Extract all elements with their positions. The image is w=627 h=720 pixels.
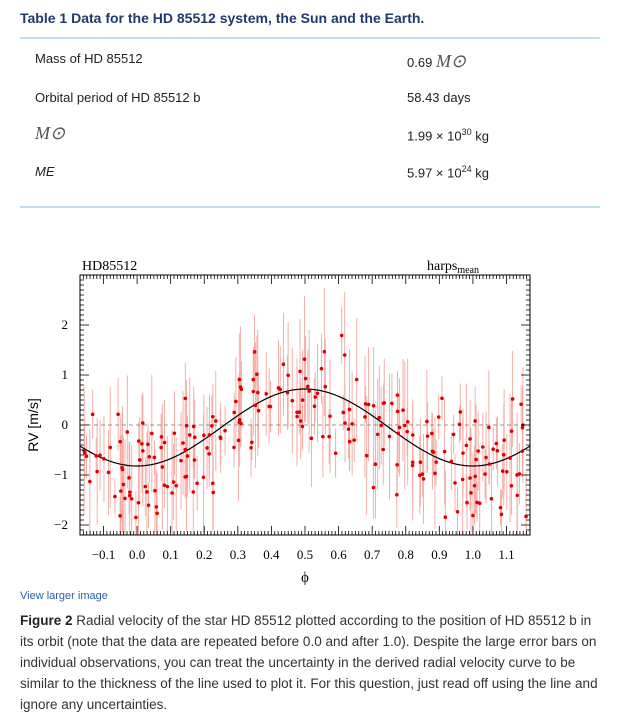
data-point (254, 404, 258, 408)
data-point (487, 426, 491, 430)
data-point (181, 441, 185, 445)
data-point (252, 390, 256, 394)
data-point (421, 472, 425, 476)
data-point (484, 456, 488, 460)
data-point (405, 430, 409, 434)
x-tick-label: 0.1 (162, 547, 179, 562)
data-point (239, 422, 243, 426)
data-point (295, 410, 299, 414)
view-larger-image-link[interactable]: View larger image (20, 590, 108, 602)
data-point (388, 435, 392, 439)
data-point (323, 350, 327, 354)
data-point (301, 425, 305, 429)
data-points (82, 334, 527, 520)
data-point (390, 402, 394, 406)
y-tick-label: 2 (61, 317, 68, 332)
data-point (508, 456, 512, 460)
data-point (430, 432, 434, 436)
data-point (471, 514, 475, 518)
row-value: $5.97 \times 10^{24}$ kg (407, 164, 489, 181)
data-point (170, 491, 174, 495)
data-point (127, 476, 131, 480)
data-point (286, 373, 290, 377)
data-point (137, 439, 141, 443)
data-point (352, 438, 356, 442)
data-point (452, 433, 456, 437)
data-point (355, 378, 359, 382)
data-point (433, 471, 437, 475)
data-point (495, 442, 499, 446)
data-point (188, 433, 192, 437)
data-point (374, 462, 378, 466)
data-point (193, 436, 197, 440)
data-point (450, 460, 454, 464)
data-point (155, 505, 159, 509)
data-point (518, 472, 522, 476)
x-tick-label: 0.2 (196, 547, 213, 562)
data-point (426, 434, 430, 438)
data-point (422, 477, 426, 481)
data-point (364, 402, 368, 406)
data-point (223, 429, 227, 433)
data-point (459, 410, 463, 414)
data-point (382, 401, 386, 405)
data-point (202, 433, 206, 437)
data-point (475, 501, 479, 505)
data-point (443, 450, 447, 454)
x-axis-label: ϕ (301, 570, 309, 586)
data-point (316, 391, 320, 395)
data-point (257, 409, 261, 413)
data-point (240, 387, 244, 391)
data-point (396, 431, 400, 435)
data-point (118, 514, 122, 518)
data-point (473, 475, 477, 479)
data-point (505, 470, 509, 474)
data-point (143, 485, 147, 489)
data-point (91, 413, 95, 417)
y-tick-label: −1 (54, 467, 68, 482)
figure-caption (20, 610, 605, 715)
data-point (327, 435, 331, 439)
data-point (510, 484, 514, 488)
x-tick-label: 0.6 (330, 547, 347, 562)
data-point (295, 415, 299, 419)
data-point (174, 484, 178, 488)
data-point (183, 397, 187, 401)
data-point (499, 506, 503, 510)
data-point (150, 432, 154, 436)
data-point (184, 448, 188, 452)
data-point (140, 442, 144, 446)
caption-text: Radial velocity of the star HD 85512 plotted according to the position of HD 85512 b in its orbit (note that the data are repeated before 0.0 and after 1.0). Despite the large error bars on individual observations, you can treat the uncertainty in the derived radial velocity curve to be similar to the thickness of the line used to plot it. For this question, just read off using the line and ignore any uncertainties. (20, 613, 598, 712)
data-point (102, 457, 106, 461)
data-point (122, 483, 126, 487)
data-point (519, 402, 523, 406)
solar-mass-symbol: M⊙ (435, 51, 467, 71)
data-point (381, 448, 385, 452)
data-point (376, 433, 380, 437)
data-point (403, 424, 407, 428)
data-point (516, 494, 520, 498)
data-point (238, 378, 242, 382)
data-point (121, 468, 125, 472)
data-point (476, 449, 480, 453)
data-point (372, 404, 376, 408)
solar-mass-symbol: M⊙ (35, 123, 66, 143)
data-point (191, 490, 195, 494)
data-point (313, 404, 317, 408)
data-point (521, 449, 525, 453)
data-point (205, 446, 209, 450)
data-point (511, 397, 515, 401)
data-point (379, 424, 383, 428)
chart-title-left: HD85512 (82, 259, 138, 274)
y-tick-label: 1 (61, 367, 68, 382)
data-point (342, 411, 346, 415)
data-point (481, 445, 485, 449)
data-point (186, 454, 190, 458)
data-point (444, 515, 448, 519)
data-point (411, 433, 415, 437)
data-point (251, 378, 255, 382)
x-tick-label: 0.7 (364, 547, 381, 562)
data-point (434, 460, 438, 464)
data-point (304, 377, 308, 381)
data-point (108, 446, 112, 450)
data-point (237, 439, 241, 443)
data-point (146, 442, 150, 446)
data-point (301, 398, 305, 402)
data-point (324, 385, 328, 389)
data-point (456, 510, 460, 514)
data-point (321, 435, 325, 439)
data-point (163, 441, 167, 445)
x-tick-labels (92, 547, 515, 562)
data-point (348, 408, 352, 412)
chart-title-right: harps$_{mean}$ (427, 259, 479, 276)
data-point (465, 444, 469, 448)
data-point (211, 482, 215, 486)
data-point (343, 353, 347, 357)
data-point (147, 503, 151, 507)
y-tick-label: −2 (54, 517, 68, 532)
data-point (250, 441, 254, 445)
data-point (431, 450, 435, 454)
y-axis-label: RV [m/s] (25, 398, 41, 452)
data-point (134, 516, 138, 520)
x-tick-label: 0.3 (229, 547, 246, 562)
data-point (350, 422, 354, 426)
data-point (183, 475, 187, 479)
data-point (153, 489, 157, 493)
data-point (490, 497, 494, 501)
data-point (425, 420, 429, 424)
data-point (207, 452, 211, 456)
data-point (378, 416, 382, 420)
row-value: 0.69 M⊙ (407, 51, 467, 71)
data-point (219, 436, 223, 440)
data-point (419, 460, 423, 464)
data-point (128, 490, 132, 494)
x-tick-label: 1.1 (498, 547, 515, 562)
data-point (185, 424, 189, 428)
data-point (137, 501, 141, 505)
row-value: $1.99 \times 10^{30}$ kg (407, 127, 489, 144)
radial-velocity-chart (0, 250, 627, 590)
row-value: 58.43 days (407, 90, 471, 105)
data-point (299, 419, 303, 423)
data-point (483, 472, 487, 476)
data-point (153, 456, 157, 460)
data-point (277, 386, 281, 390)
data-point (469, 491, 473, 495)
data-point (202, 475, 206, 479)
data-point (155, 512, 159, 516)
y-tick-label: 0 (61, 417, 68, 432)
data-point (210, 424, 214, 428)
row-label: Mass of HD 85512 (35, 51, 143, 66)
data-point (232, 446, 236, 450)
data-point (145, 490, 149, 494)
data-point (125, 430, 129, 434)
data-point (396, 410, 400, 414)
data-point (437, 415, 441, 419)
data-point (458, 423, 462, 427)
x-tick-label: 0.0 (128, 547, 146, 562)
data-point (85, 454, 89, 458)
data-point (298, 370, 302, 374)
data-point (208, 433, 212, 437)
data-point (161, 465, 165, 469)
x-tick-label: 0.5 (296, 547, 314, 562)
x-tick-label: 0.4 (263, 547, 280, 562)
caption-label: Figure 2 (20, 613, 73, 628)
data-point (411, 460, 415, 464)
data-point (501, 469, 505, 473)
data-point (160, 435, 164, 439)
data-point (340, 334, 344, 338)
data-point (496, 449, 500, 453)
data-point (502, 453, 506, 457)
data-point (255, 372, 259, 376)
data-point (440, 397, 444, 401)
y-tick-labels (54, 317, 68, 532)
data-point (395, 493, 399, 497)
data-point (510, 429, 514, 433)
data-point (118, 440, 122, 444)
table-bottom-rule (20, 206, 600, 208)
data-point (461, 478, 465, 482)
data-point (148, 455, 152, 459)
data-point (211, 415, 215, 419)
data-point (406, 420, 410, 424)
data-point (491, 447, 495, 451)
data-point (303, 357, 307, 361)
data-point (401, 408, 405, 412)
data-point (398, 426, 402, 430)
data-point (334, 451, 338, 455)
data-point (313, 395, 317, 399)
data-point (328, 414, 332, 418)
data-point (372, 486, 376, 490)
data-point (119, 489, 123, 493)
x-tick-label: 0.9 (431, 547, 448, 562)
data-point (461, 451, 465, 455)
data-point (179, 459, 183, 463)
data-point (83, 451, 87, 455)
data-point (234, 400, 238, 404)
data-point (166, 485, 170, 489)
data-point (94, 454, 98, 458)
data-point (113, 495, 117, 499)
x-tick-label: 0.8 (397, 547, 414, 562)
data-point (473, 419, 477, 423)
x-tick-label: 1.0 (464, 547, 482, 562)
data-point (138, 458, 142, 462)
earth-mass-symbol: ME (35, 164, 55, 179)
row-label: Orbital period of HD 85512 b (35, 90, 201, 105)
data-point (411, 464, 415, 468)
data-point (159, 446, 163, 450)
data-point (468, 476, 472, 480)
table-title: Table 1 Data for the HD 85512 system, the Sun and the Earth. (20, 10, 425, 26)
data-point (193, 458, 197, 462)
data-point (130, 497, 134, 501)
data-point (453, 481, 457, 485)
data-point (307, 389, 311, 393)
data-point (88, 480, 92, 484)
data-point (173, 431, 177, 435)
data-point (468, 437, 472, 441)
data-point (282, 362, 286, 366)
data-point (310, 437, 314, 441)
data-point (365, 454, 369, 458)
data-point (141, 421, 145, 425)
data-point (320, 367, 324, 371)
data-point (116, 412, 120, 416)
data-point (253, 350, 257, 354)
x-tick-label: −0.1 (91, 547, 116, 562)
data-point (141, 449, 145, 453)
data-point (291, 399, 295, 403)
data-point (211, 491, 215, 495)
data-point (264, 392, 268, 396)
data-point (474, 458, 478, 462)
data-point (269, 405, 273, 409)
data-point (107, 471, 111, 475)
data-point (98, 453, 102, 457)
table-top-rule (20, 37, 600, 39)
data-point (95, 470, 99, 474)
data-point (238, 418, 242, 422)
data-point (249, 446, 253, 450)
data-point (363, 415, 367, 419)
data-point (487, 462, 491, 466)
data-point (195, 481, 199, 485)
data-point (286, 391, 290, 395)
data-point (465, 501, 469, 505)
data-point (172, 480, 176, 484)
data-point (232, 411, 236, 415)
data-point (396, 393, 400, 397)
data-point (123, 497, 127, 501)
data-point (367, 403, 371, 407)
data-point (214, 419, 218, 423)
data-point (343, 421, 347, 425)
data-point (500, 513, 504, 517)
data-point (502, 438, 506, 442)
data-point (256, 391, 260, 395)
data-point (128, 494, 132, 498)
data-point (306, 385, 310, 389)
data-point (192, 425, 196, 429)
data-point (347, 427, 351, 431)
data-point (395, 463, 399, 467)
data-point (348, 440, 352, 444)
data-point (473, 484, 477, 488)
